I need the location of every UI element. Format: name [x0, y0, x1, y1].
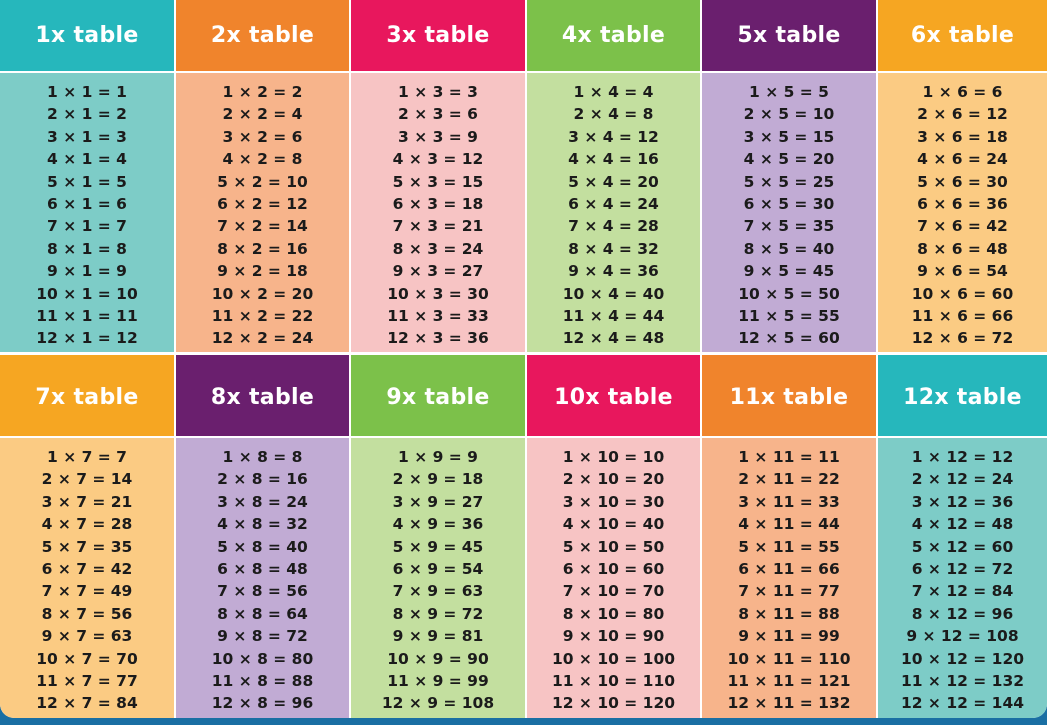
table-row: 5 × 2 = 10: [217, 172, 308, 191]
table-row: 10 × 11 = 110: [727, 649, 851, 668]
table-row: 10 × 1 = 10: [36, 284, 138, 303]
table-row: 5 × 4 = 20: [568, 172, 659, 191]
table-row: 9 × 12 = 108: [906, 627, 1019, 646]
table-row: 6 × 11 = 66: [738, 559, 840, 578]
table-row: 8 × 9 = 72: [392, 604, 484, 623]
table-title: 5x table: [702, 0, 876, 71]
table-row: 6 × 10 = 60: [562, 559, 665, 578]
table-row: 3 × 6 = 18: [917, 127, 1008, 146]
table-row: 5 × 9 = 45: [392, 537, 484, 556]
table-row: 12 × 7 = 84: [36, 694, 138, 713]
table-title: 8x table: [176, 355, 349, 436]
table-row: 11 × 9 = 99: [387, 671, 489, 690]
table-row: 12 × 9 = 108: [381, 694, 495, 713]
table-row: 6 × 7 = 42: [41, 559, 133, 578]
table-row: 5 × 12 = 60: [911, 537, 1014, 556]
table-row: 11 × 3 = 33: [387, 306, 489, 325]
table-row: 11 × 1 = 11: [36, 306, 138, 325]
table-row: 3 × 1 = 3: [47, 127, 127, 146]
table-row: 10 × 3 = 30: [387, 284, 489, 303]
table-row: 7 × 11 = 77: [738, 582, 840, 601]
table-row: 1 × 12 = 12: [911, 448, 1014, 466]
table-row: 11 × 8 = 88: [211, 671, 314, 690]
table-row: 9 × 10 = 90: [562, 627, 665, 646]
table-row: 11 × 11 = 121: [727, 671, 851, 690]
table-body: [351, 438, 525, 718]
table-row: 3 × 8 = 24: [217, 492, 308, 511]
table-row: 11 × 7 = 77: [36, 671, 138, 690]
table-row: 2 × 8 = 16: [217, 470, 308, 489]
table-row: 1 × 7 = 7: [47, 448, 127, 466]
table-row: 1 × 10 = 10: [562, 448, 665, 466]
table-row: 6 × 3 = 18: [392, 194, 484, 213]
table-body: [351, 73, 525, 352]
table-row: 1 × 1 = 1: [47, 83, 127, 101]
table-row: 12 × 1 = 12: [36, 329, 138, 348]
table-row: 8 × 4 = 32: [568, 239, 659, 258]
table-row: 12 × 5 = 60: [738, 329, 840, 348]
table-row: 1 × 11 = 11: [738, 448, 840, 466]
table-row: 7 × 2 = 14: [217, 217, 308, 236]
table-row: 4 × 9 = 36: [392, 515, 484, 534]
table-row: 12 × 4 = 48: [562, 329, 665, 348]
table-row: 7 × 7 = 49: [41, 582, 133, 601]
table-row: 2 × 11 = 22: [738, 470, 840, 489]
table-body: [176, 73, 349, 352]
table-row: 4 × 7 = 28: [41, 515, 133, 534]
table-row: 9 × 3 = 27: [392, 262, 484, 281]
table-title: 3x table: [351, 0, 525, 71]
table-row: 11 × 4 = 44: [562, 306, 665, 325]
table-row: 6 × 6 = 36: [917, 194, 1008, 213]
table-row: 3 × 10 = 30: [562, 492, 665, 511]
table-row: 4 × 10 = 40: [562, 515, 665, 534]
table-row: 10 × 5 = 50: [738, 284, 840, 303]
table-row: 7 × 9 = 63: [392, 582, 484, 601]
table-row: 2 × 4 = 8: [573, 105, 654, 124]
table-body: [702, 438, 876, 718]
table-row: 9 × 5 = 45: [743, 262, 835, 281]
table-row: 9 × 11 = 99: [738, 627, 840, 646]
table-body: [0, 73, 174, 352]
table-row: 3 × 11 = 33: [738, 492, 840, 511]
table-row: 1 × 2 = 2: [222, 83, 303, 101]
table-row: 5 × 5 = 25: [743, 172, 835, 191]
table-row: 5 × 3 = 15: [392, 172, 484, 191]
table-row: 5 × 6 = 30: [917, 172, 1008, 191]
table-row: 5 × 1 = 5: [47, 172, 127, 191]
table-row: 12 × 8 = 96: [211, 694, 314, 713]
table-row: 6 × 1 = 6: [47, 194, 127, 213]
table-body: [702, 73, 876, 352]
table-row: 6 × 5 = 30: [743, 194, 835, 213]
table-row: 2 × 2 = 4: [222, 105, 303, 124]
table-row: 10 × 8 = 80: [211, 649, 314, 668]
table-row: 10 × 2 = 20: [211, 284, 314, 303]
table-row: 6 × 8 = 48: [217, 559, 308, 578]
table-row: 1 × 5 = 5: [749, 83, 829, 101]
table-row: 4 × 8 = 32: [217, 515, 308, 534]
table-row: 9 × 8 = 72: [217, 627, 308, 646]
table-row: 9 × 1 = 9: [47, 262, 127, 281]
table-row: 3 × 9 = 27: [392, 492, 484, 511]
table-body: [176, 438, 349, 718]
table-row: 4 × 4 = 16: [568, 150, 659, 169]
table-row: 1 × 9 = 9: [398, 448, 478, 466]
table-row: 2 × 9 = 18: [392, 470, 484, 489]
table-row: 11 × 6 = 66: [911, 306, 1014, 325]
table-title: 6x table: [878, 0, 1047, 71]
table-row: 2 × 5 = 10: [743, 105, 835, 124]
table-row: 7 × 6 = 42: [917, 217, 1008, 236]
table-body: [878, 438, 1047, 718]
table-row: 2 × 10 = 20: [562, 470, 665, 489]
table-row: 7 × 4 = 28: [568, 217, 659, 236]
table-row: 2 × 6 = 12: [917, 105, 1008, 124]
table-row: 6 × 4 = 24: [568, 194, 659, 213]
table-row: 1 × 8 = 8: [222, 448, 303, 466]
table-title: 9x table: [351, 355, 525, 436]
table-row: 1 × 6 = 6: [922, 83, 1003, 101]
table-title: 2x table: [176, 0, 349, 71]
table-row: 5 × 10 = 50: [562, 537, 665, 556]
table-row: 11 × 5 = 55: [738, 306, 840, 325]
table-row: 8 × 2 = 16: [217, 239, 308, 258]
table-row: 7 × 5 = 35: [743, 217, 835, 236]
table-row: 5 × 11 = 55: [738, 537, 840, 556]
table-row: 6 × 9 = 54: [392, 559, 484, 578]
table-row: 4 × 12 = 48: [911, 515, 1014, 534]
table-row: 10 × 4 = 40: [562, 284, 665, 303]
table-row: 3 × 12 = 36: [911, 492, 1014, 511]
table-row: 4 × 1 = 4: [47, 150, 127, 169]
table-row: 11 × 12 = 132: [900, 671, 1025, 690]
table-row: 8 × 10 = 80: [562, 604, 665, 623]
table-row: 7 × 1 = 7: [47, 217, 127, 236]
table-title: 7x table: [0, 355, 174, 436]
table-row: 10 × 6 = 60: [911, 284, 1014, 303]
table-row: 12 × 10 = 120: [551, 694, 676, 713]
table-row: 8 × 8 = 64: [217, 604, 308, 623]
table-body: [527, 438, 700, 718]
table-row: 8 × 7 = 56: [41, 604, 133, 623]
table-row: 3 × 2 = 6: [222, 127, 303, 146]
table-row: 12 × 12 = 144: [900, 694, 1025, 713]
table-row: 7 × 8 = 56: [217, 582, 308, 601]
table-row: 10 × 7 = 70: [36, 649, 138, 668]
table-row: 12 × 11 = 132: [727, 694, 851, 713]
table-row: 4 × 2 = 8: [222, 150, 303, 169]
table-row: 11 × 2 = 22: [211, 306, 314, 325]
table-row: 10 × 12 = 120: [900, 649, 1025, 668]
table-row: 12 × 3 = 36: [387, 329, 489, 348]
table-row: 4 × 6 = 24: [917, 150, 1008, 169]
table-row: 7 × 10 = 70: [562, 582, 665, 601]
table-row: 9 × 7 = 63: [41, 627, 133, 646]
table-title: 1x table: [0, 0, 174, 71]
table-row: 8 × 3 = 24: [392, 239, 484, 258]
table-row: 3 × 7 = 21: [41, 492, 133, 511]
table-row: 10 × 10 = 100: [551, 649, 676, 668]
table-row: 2 × 1 = 2: [47, 105, 127, 124]
table-row: 8 × 5 = 40: [743, 239, 835, 258]
table-row: 3 × 4 = 12: [568, 127, 659, 146]
table-row: 10 × 9 = 90: [387, 649, 489, 668]
table-row: 12 × 2 = 24: [211, 329, 314, 348]
table-row: 9 × 6 = 54: [917, 262, 1008, 281]
table-row: 8 × 6 = 48: [917, 239, 1008, 258]
table-row: 8 × 11 = 88: [738, 604, 840, 623]
table-row: 5 × 7 = 35: [41, 537, 133, 556]
table-row: 1 × 3 = 3: [398, 83, 478, 101]
table-row: 4 × 11 = 44: [738, 515, 840, 534]
table-row: 4 × 5 = 20: [743, 150, 835, 169]
table-row: 12 × 6 = 72: [911, 329, 1014, 348]
table-row: 1 × 4 = 4: [573, 83, 654, 101]
table-row: 2 × 7 = 14: [41, 470, 133, 489]
table-title: 12x table: [878, 355, 1047, 436]
table-row: 7 × 3 = 21: [392, 217, 484, 236]
table-row: 3 × 5 = 15: [743, 127, 835, 146]
table-body: [527, 73, 700, 352]
table-row: 3 × 3 = 9: [398, 127, 478, 146]
table-row: 5 × 8 = 40: [217, 537, 308, 556]
table-row: 4 × 3 = 12: [392, 150, 484, 169]
table-row: 11 × 10 = 110: [551, 671, 676, 690]
table-row: 8 × 12 = 96: [911, 604, 1014, 623]
table-row: 6 × 12 = 72: [911, 559, 1014, 578]
table-row: 6 × 2 = 12: [217, 194, 308, 213]
table-body: [878, 73, 1047, 352]
table-title: 10x table: [527, 355, 700, 436]
table-row: 9 × 2 = 18: [217, 262, 308, 281]
table-body: [0, 438, 174, 718]
table-row: 9 × 9 = 81: [392, 627, 484, 646]
table-row: 2 × 3 = 6: [398, 105, 478, 124]
table-row: 7 × 12 = 84: [911, 582, 1014, 601]
table-row: 2 × 12 = 24: [911, 470, 1014, 489]
table-row: 8 × 1 = 8: [47, 239, 127, 258]
table-title: 11x table: [702, 355, 876, 436]
table-row: 9 × 4 = 36: [568, 262, 659, 281]
table-title: 4x table: [527, 0, 700, 71]
